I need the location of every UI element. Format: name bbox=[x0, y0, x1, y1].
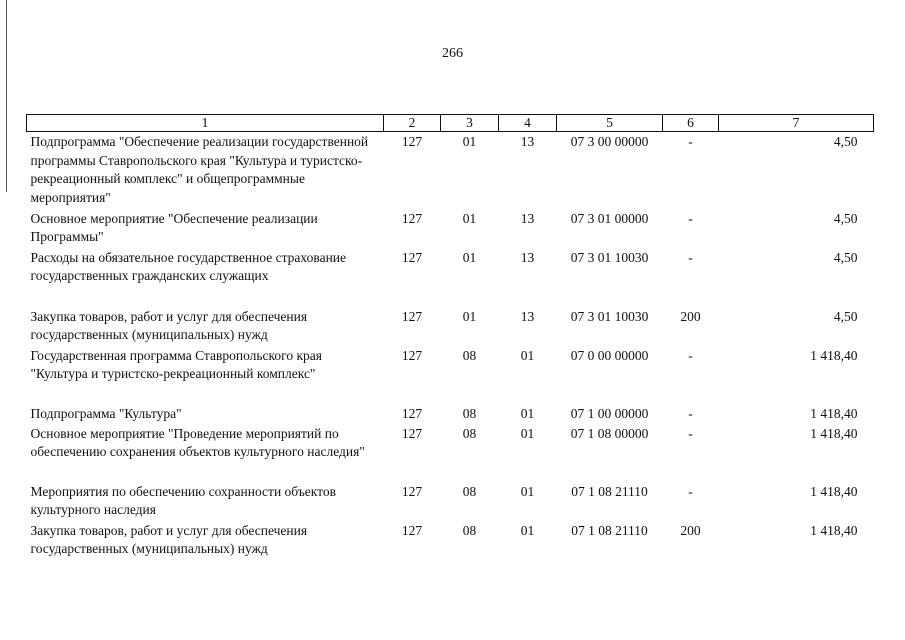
row-subsection-code: 13 bbox=[520, 308, 535, 324]
column-header-ministry: 2 bbox=[384, 115, 441, 132]
page-number: 266 bbox=[442, 46, 463, 61]
row-subsection-code: 01 bbox=[520, 405, 535, 421]
row-name: Подпрограмма "Обеспечение реализации государственной программы Ставропольского края "Культура и туристско-рекреационный комплекс" и общепрограммные мероприятия" bbox=[30, 134, 369, 205]
table-header-row bbox=[27, 115, 874, 132]
row-subsection-code: 01 bbox=[520, 483, 535, 499]
row-target-article: 07 1 08 00000 bbox=[570, 425, 649, 441]
row-amount: 4,50 bbox=[833, 210, 858, 226]
row-name: Расходы на обязательное государственное страхование государственных гражданских служащих bbox=[30, 249, 347, 283]
row-amount: 1 418,40 bbox=[810, 483, 858, 499]
table-row bbox=[27, 404, 874, 424]
row-section-code: 08 bbox=[462, 483, 477, 499]
row-ministry-code: 127 bbox=[401, 347, 423, 363]
row-subsection-code: 13 bbox=[520, 249, 535, 265]
table-row bbox=[27, 209, 874, 248]
row-amount: 4,50 bbox=[833, 249, 858, 265]
row-ministry-code: 127 bbox=[401, 405, 423, 421]
row-ministry-code: 127 bbox=[401, 249, 423, 265]
row-expense-type: - bbox=[688, 347, 693, 363]
row-subsection-code: 01 bbox=[520, 522, 535, 538]
row-target-article: 07 3 01 10030 bbox=[570, 249, 649, 265]
row-section-code: 01 bbox=[462, 308, 477, 324]
row-expense-type: - bbox=[688, 425, 693, 441]
row-name: Подпрограмма "Культура" bbox=[30, 405, 182, 421]
row-amount: 1 418,40 bbox=[810, 405, 858, 421]
budget-table bbox=[26, 114, 874, 560]
column-header-target-article: 5 bbox=[557, 115, 663, 132]
table-row bbox=[27, 521, 874, 560]
row-expense-type: 200 bbox=[680, 308, 701, 324]
row-section-code: 08 bbox=[462, 347, 477, 363]
row-amount: 1 418,40 bbox=[810, 347, 858, 363]
row-ministry-code: 127 bbox=[401, 522, 423, 538]
row-expense-type: - bbox=[688, 210, 693, 226]
row-ministry-code: 127 bbox=[401, 134, 423, 149]
row-expense-type: - bbox=[688, 134, 693, 149]
row-ministry-code: 127 bbox=[401, 308, 423, 324]
row-subsection-code: 13 bbox=[520, 210, 535, 226]
table-row bbox=[27, 248, 874, 307]
row-target-article: 07 1 08 21110 bbox=[571, 483, 648, 499]
row-expense-type: - bbox=[688, 405, 693, 421]
row-expense-type: 200 bbox=[680, 522, 701, 538]
row-section-code: 01 bbox=[462, 210, 477, 226]
row-amount: 4,50 bbox=[833, 308, 858, 324]
table-row bbox=[27, 307, 874, 346]
table-row bbox=[27, 132, 874, 209]
row-ministry-code: 127 bbox=[401, 483, 423, 499]
row-expense-type: - bbox=[688, 483, 693, 499]
row-amount: 1 418,40 bbox=[810, 425, 858, 441]
row-subsection-code: 01 bbox=[520, 425, 535, 441]
row-target-article: 07 0 00 00000 bbox=[570, 347, 649, 363]
row-target-article: 07 3 01 10030 bbox=[570, 308, 649, 324]
row-section-code: 08 bbox=[462, 425, 477, 441]
row-subsection-code: 13 bbox=[520, 134, 535, 149]
scan-margin-line bbox=[6, 0, 7, 192]
row-ministry-code: 127 bbox=[401, 210, 423, 226]
row-target-article: 07 3 01 00000 bbox=[570, 210, 649, 226]
row-section-code: 08 bbox=[462, 522, 477, 538]
row-section-code: 08 bbox=[462, 405, 477, 421]
row-name: Государственная программа Ставропольского края "Культура и туристско-рекреационный комплекс" bbox=[30, 347, 322, 381]
row-target-article: 07 1 08 21110 bbox=[571, 522, 648, 538]
row-expense-type: - bbox=[688, 249, 693, 265]
column-header-subsection: 4 bbox=[499, 115, 557, 132]
column-header-name: 1 bbox=[27, 115, 384, 132]
row-section-code: 01 bbox=[462, 134, 477, 149]
row-target-article: 07 3 00 00000 bbox=[570, 134, 649, 149]
row-section-code: 01 bbox=[462, 249, 477, 265]
row-subsection-code: 01 bbox=[520, 347, 535, 363]
row-name: Закупка товаров, работ и услуг для обеспечения государственных (муниципальных) нужд bbox=[30, 522, 308, 556]
row-name: Основное мероприятие "Обеспечение реализации Программы" bbox=[30, 210, 318, 244]
row-name: Закупка товаров, работ и услуг для обеспечения государственных (муниципальных) нужд bbox=[30, 308, 308, 342]
table-row bbox=[27, 424, 874, 482]
row-amount: 4,50 bbox=[833, 134, 858, 149]
row-target-article: 07 1 00 00000 bbox=[570, 405, 649, 421]
row-name: Мероприятия по обеспечению сохранности объектов культурного наследия bbox=[30, 483, 337, 517]
row-name: Основное мероприятие "Проведение мероприятий по обеспечению сохранения объектов культурного наследия" bbox=[30, 425, 365, 459]
table-row bbox=[27, 482, 874, 521]
column-header-amount: 7 bbox=[719, 115, 874, 132]
table-row bbox=[27, 346, 874, 404]
column-header-expense-type: 6 bbox=[663, 115, 719, 132]
column-header-section: 3 bbox=[441, 115, 499, 132]
row-ministry-code: 127 bbox=[401, 425, 423, 441]
row-amount: 1 418,40 bbox=[810, 522, 858, 538]
